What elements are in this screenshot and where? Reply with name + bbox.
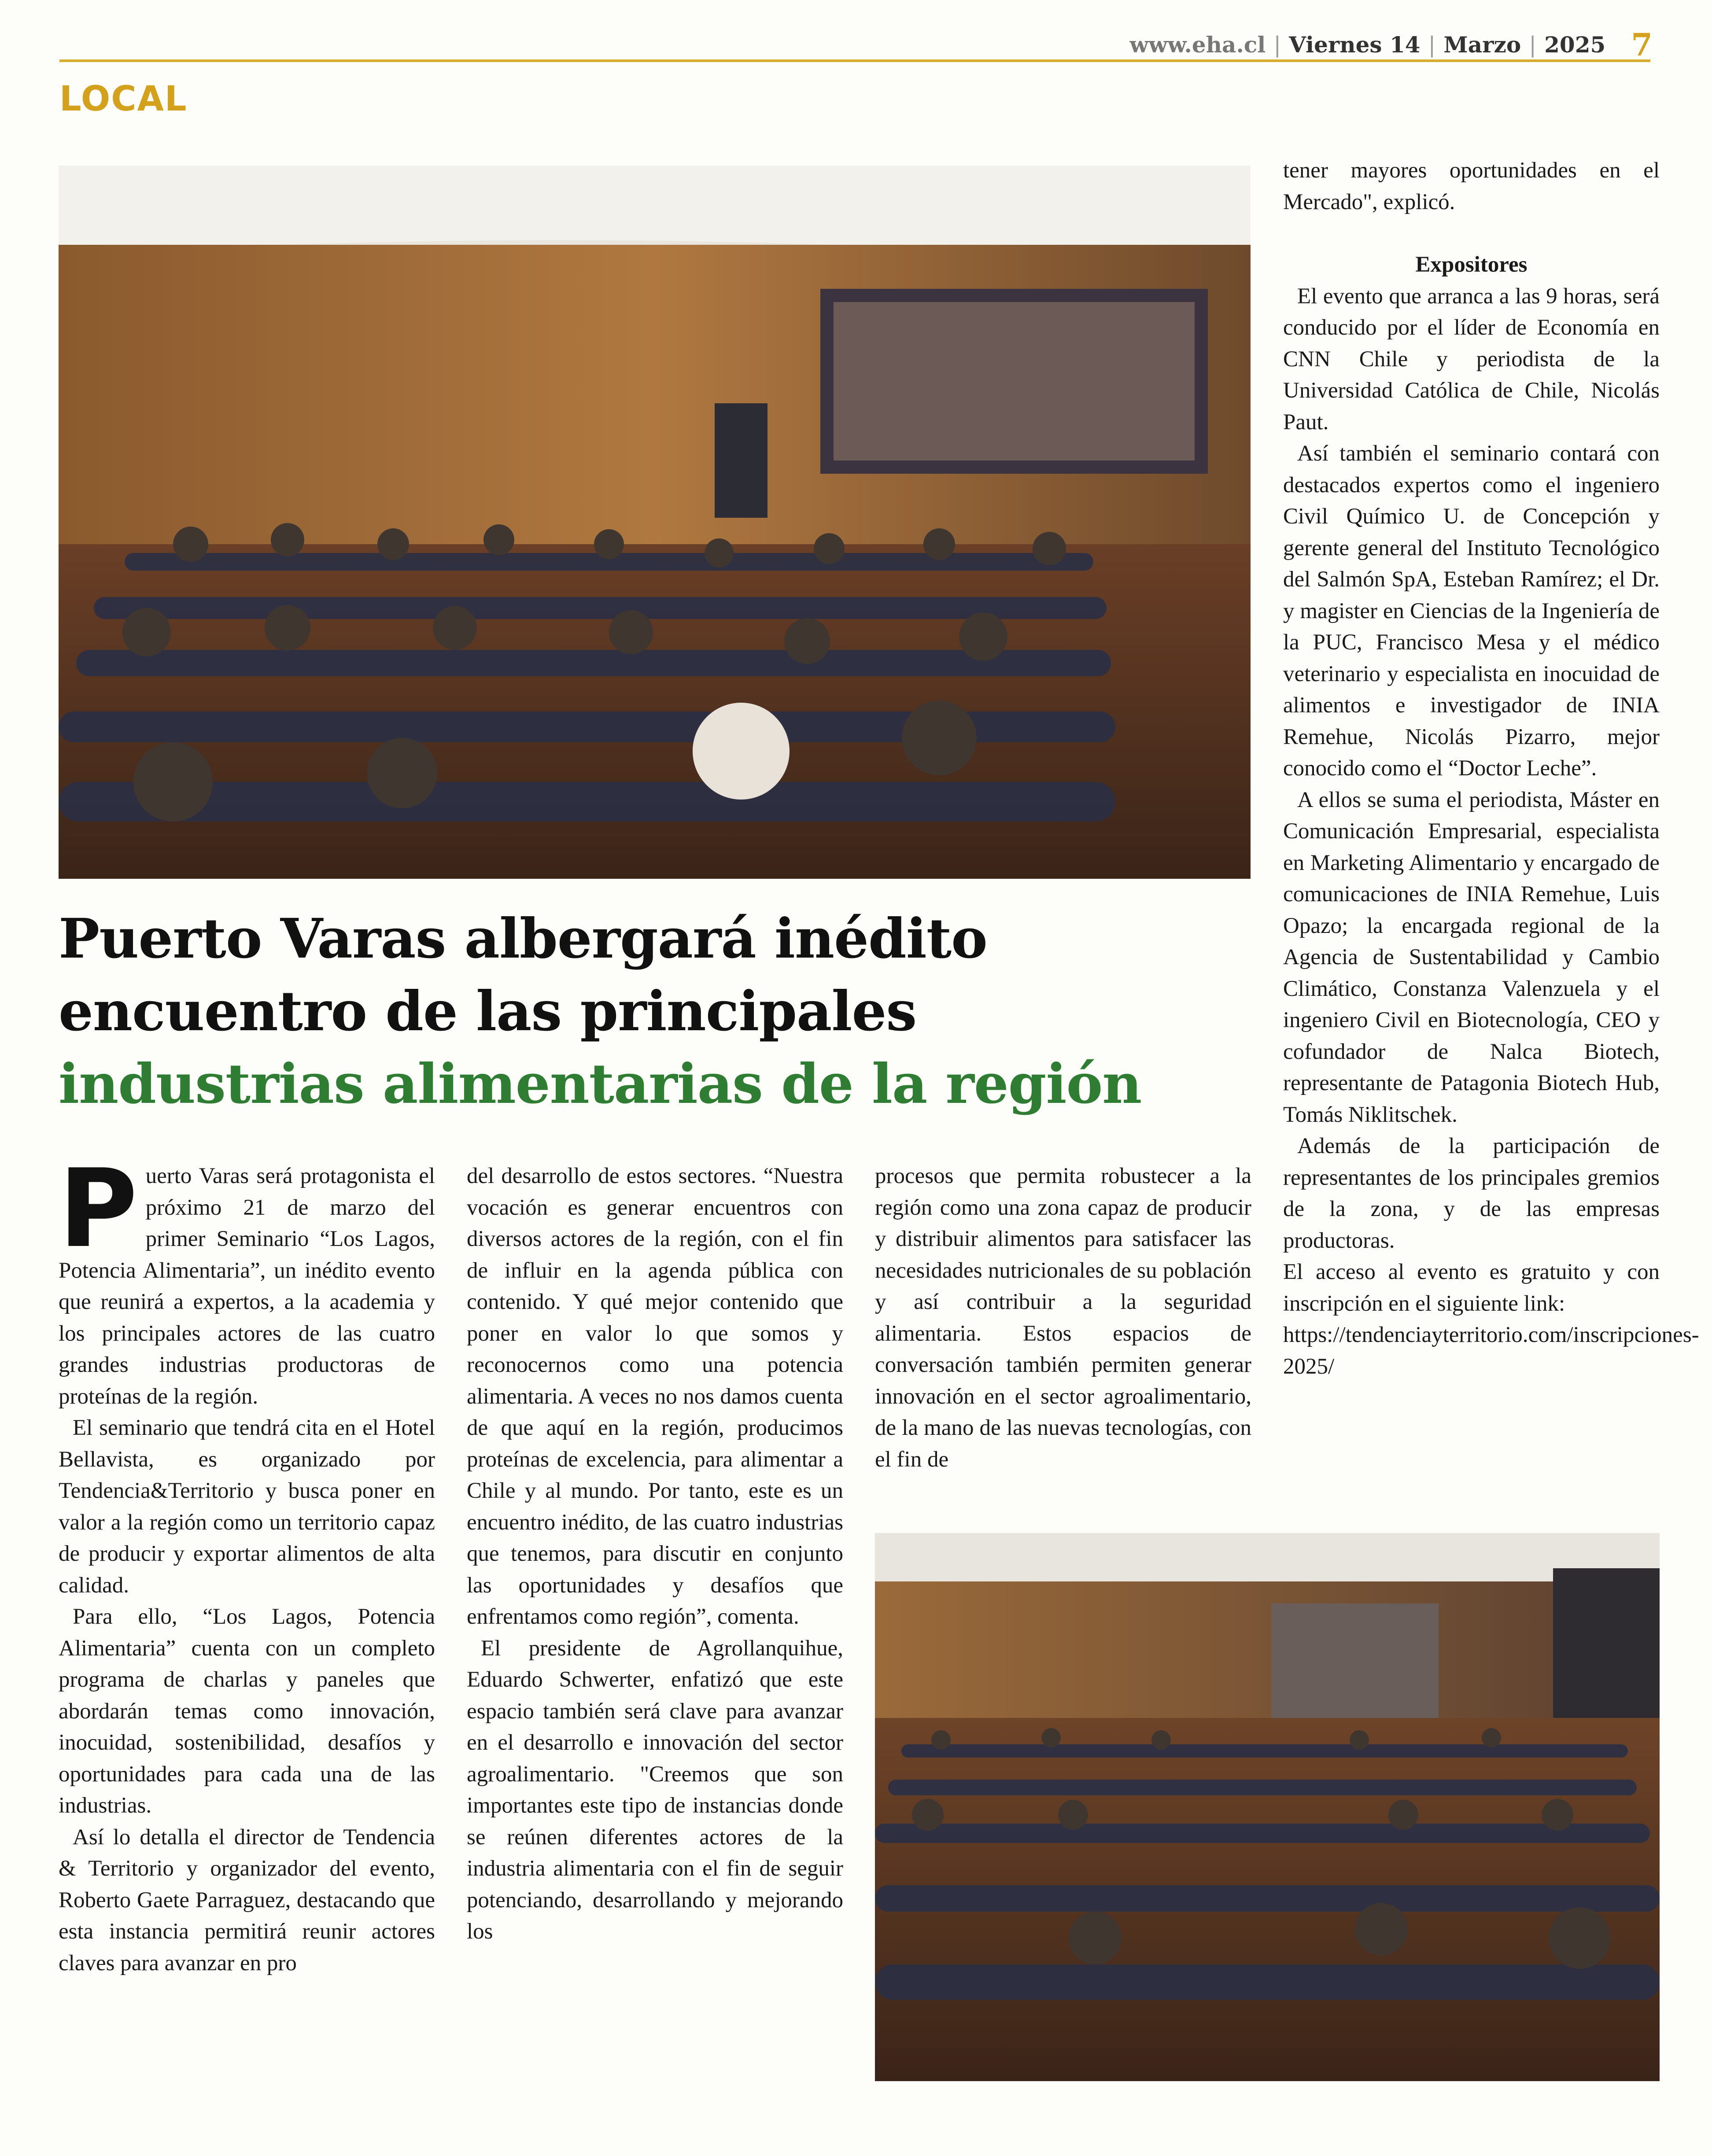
section-label: LOCAL	[59, 79, 188, 119]
paragraph: El presidente de Agrollanquihue, Eduardo Schwerter, enfatizó que este espacio también será clave para avanzar en el desarrollo e innovación del sector agroalimentario. "Creemos que son importantes este tipo de instancias donde se reúnen diferentes actores de la industria alimentaria con el fin de seguir potenciando, desarrollando y mejorando los	[467, 1636, 843, 1944]
drop-cap: P	[59, 1146, 138, 1271]
headline-line-1: Puerto Varas albergará inédito	[59, 907, 987, 971]
paragraph: El evento que arranca a las 9 horas, será conducido por el líder de Economía en CNN Chile y periodista de la Universidad Católica de Chile, Nicolás Paut.	[1283, 284, 1660, 435]
header-rule	[59, 59, 1650, 62]
article-column-1	[59, 1146, 435, 1979]
paragraph: uerto Varas será protagonista el próximo 21 de marzo del primer Seminario “Los Lagos, Potencia Alimentaria”, un inédito evento que reunirá a expertos, a la academia y los principales actores de las cuatro grandes industrias productoras de proteínas de la región.	[59, 1164, 435, 1409]
subheading-expositores: Expositores	[1415, 252, 1528, 277]
paragraph: procesos que permita robustecer a la región como una zona capaz de producir y distribuir alimentos para satisfacer las necesidades nutricionales de su población y así contribuir a la seguridad alimentaria. Estos espacios de conversación también permiten generar innovación en el sector agroalimentario, de la mano de las nuevas tecnologías, con el fin de	[875, 1164, 1251, 1472]
site-url[interactable]: www.eha.cl	[1129, 32, 1266, 58]
header-separator: |	[1273, 32, 1281, 58]
page-header	[1129, 26, 1653, 63]
header-year: 2025	[1544, 32, 1606, 58]
paragraph: El seminario que tendrá cita en el Hotel Bellavista, es organizado por Tendencia&Territorio y busca poner en valor a la región como un territorio capaz de producir y exportar alimentos de alta calidad.	[59, 1415, 435, 1598]
paragraph: Así también el seminario contará con destacados expertos como el ingeniero Civil Químico U. de Concepción y gerente general del Instituto Tecnológico del Salmón SpA, Esteban Ramírez; el Dr. y magister en Ciencias de la Ingeniería de la PUC, Francisco Mesa y el médico veterinario y especialista en inocuidad de alimentos e investigador de INIA Remehue, Nicolás Pizarro, mejor conocido como el “Doctor Leche”.	[1283, 441, 1660, 781]
headline-line-3: industrias alimentarias de la región	[59, 1052, 1142, 1116]
article-headline	[59, 903, 1247, 1120]
article-column-3	[875, 1161, 1251, 1475]
article-column-4	[1283, 155, 1699, 1382]
paragraph: Para ello, “Los Lagos, Potencia Alimentaria” cuenta con un completo programa de charlas y paneles que abordarán temas como innovación, inocuidad, sostenibilidad, desafíos y oportunidades para cada una de las industrias.	[59, 1604, 435, 1818]
paragraph: tener mayores oportunidades en el Mercado", explicó.	[1283, 158, 1660, 214]
headline-line-2: encuentro de las principales	[59, 980, 917, 1043]
registration-link[interactable]: https://tendenciayterritorio.com/inscripciones-2025/	[1283, 1323, 1699, 1379]
paragraph: del desarrollo de estos sectores. “Nuestra vocación es generar encuentros con diversos actores de la región, con el fin de influir en la agenda pública con contenido. Y qué mejor contenido que poner en valor lo que somos y reconocernos como una potencia alimentaria. A veces no nos damos cuenta de que aquí en la región, producimos proteínas de excelencia, para alimentar a Chile y al mundo. Por tanto, este es un encuentro inédito, de las cuatro industrias que tenemos, para discutir en conjunto las oportunidades y desafíos que enfrentamos como región”, comenta.	[467, 1164, 843, 1629]
paragraph: A ellos se suma el periodista, Máster en Comunicación Empresarial, especialista en Marketing Alimentario y encargado de comunicaciones de INIA Remehue, Luis Opazo; la encargada regional de la Agencia de Sustentabilidad y Cambio Climático, Constanza Valenzuela y el ingeniero Civil en Biotecnología, CEO y cofundador de Nalca Biotech, representante de Patagonia Biotech Hub, Tomás Niklitschek.	[1283, 787, 1660, 1127]
paragraph: Además de la participación de representantes de los principales gremios de la zona, y de las empresas productoras.	[1283, 1134, 1660, 1253]
article-column-2	[467, 1161, 843, 1948]
header-separator: |	[1529, 32, 1537, 58]
header-day: Viernes 14	[1289, 32, 1421, 58]
header-month: Marzo	[1443, 32, 1521, 58]
conference-photo-secondary	[875, 1533, 1660, 2081]
header-separator: |	[1428, 32, 1436, 58]
paragraph: Así lo detalla el director de Tendencia & Territorio y organizador del evento, Roberto Gaete Parraguez, destacando que esta instancia permitirá reunir actores claves para avanzar en pro	[59, 1824, 435, 1975]
paragraph: El acceso al evento es gratuito y con inscripción en el siguiente link:	[1283, 1260, 1660, 1316]
conference-photo-main	[59, 166, 1251, 879]
page-number: 7	[1631, 26, 1653, 63]
